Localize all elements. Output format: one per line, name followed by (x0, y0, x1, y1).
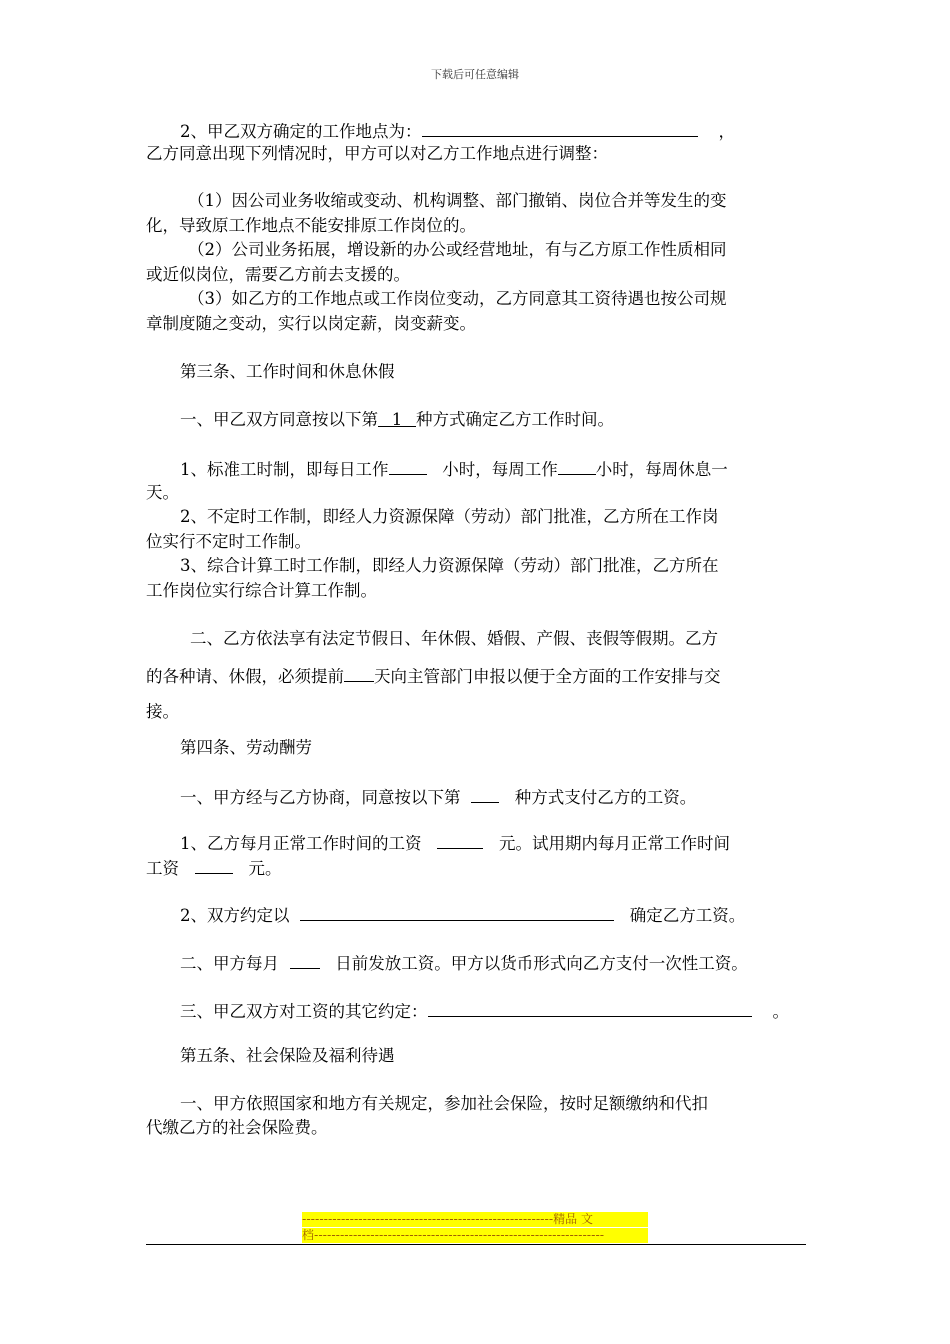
section-heading: 第三条、工作时间和休息休假 (180, 362, 395, 381)
blank-field[interactable] (389, 458, 427, 475)
paragraph-line: 化，导致原工作地点不能安排原工作岗位的。 (146, 216, 476, 235)
paragraph-line: （2）公司业务拓展，增设新的办公或经营地址，有与乙方原工作性质相同 (188, 240, 727, 259)
section-heading: 第四条、劳动酬劳 (180, 738, 312, 757)
paragraph-line: 或近似岗位，需要乙方前去支援的。 (146, 265, 410, 284)
blank-field[interactable] (428, 1000, 752, 1017)
paragraph-line: 工资 元。 (146, 859, 282, 878)
paragraph-line: （1）因公司业务收缩或变动、机构调整、部门撤销、岗位合并等发生的变 (188, 191, 727, 210)
paragraph-line: 接。 (146, 702, 179, 721)
blank-field[interactable] (195, 857, 233, 874)
footer-watermark-line: ----------------------------------------------------------精品 文 (302, 1212, 648, 1227)
paragraph-line: 一、甲方经与乙方协商，同意按以下第 种方式支付乙方的工资。 (180, 788, 697, 807)
blank-field[interactable] (471, 786, 499, 803)
paragraph-line: 工作岗位实行综合计算工作制。 (146, 581, 377, 600)
paragraph-line: 1、乙方每月正常工作时间的工资 元。试用期内每月正常工作时间 (180, 834, 730, 853)
footer-divider (146, 1244, 806, 1245)
paragraph-line: （3）如乙方的工作地点或工作岗位变动，乙方同意其工资待遇也按公司规 (188, 289, 727, 308)
blank-field[interactable] (344, 665, 374, 682)
paragraph-line: 2、双方约定以 确定乙方工资。 (180, 906, 746, 925)
paragraph-line: 2、不定时工作制，即经人力资源保障（劳动）部门批准，乙方所在工作岗 (180, 507, 719, 526)
paragraph-line: 的各种请、休假，必须提前 天向主管部门申报以便于全方面的工作安排与交 (146, 667, 721, 686)
paragraph-line: 三、甲乙双方对工资的其它约定： 。 (180, 1002, 789, 1021)
blank-field[interactable] (300, 904, 614, 921)
blank-field[interactable]: 1 (378, 410, 416, 427)
footer-watermark-line: 档------------------------------------------------------------------- (302, 1228, 648, 1243)
blank-field[interactable] (290, 952, 320, 969)
blank-field[interactable] (437, 832, 483, 849)
paragraph-line: 乙方同意出现下列情况时，甲方可以对乙方工作地点进行调整： (146, 144, 608, 163)
paragraph-line: 一、甲方依照国家和地方有关规定，参加社会保险，按时足额缴纳和代扣 (180, 1094, 708, 1113)
paragraph-line: 代缴乙方的社会保险费。 (146, 1118, 328, 1137)
blank-field[interactable] (422, 120, 698, 137)
blank-field[interactable] (558, 458, 596, 475)
page-header: 下载后可任意编辑 (431, 68, 519, 81)
paragraph-line: 一、甲乙双方同意按以下第 1 种方式确定乙方工作时间。 (180, 410, 614, 429)
paragraph-line: 二、甲方每月 日前发放工资。甲方以货币形式向乙方支付一次性工资。 (180, 954, 748, 973)
section-heading: 第五条、社会保险及福利待遇 (180, 1046, 395, 1065)
paragraph-line: 1、标准工时制，即每日工作 小时，每周工作 小时，每周休息一 (180, 460, 728, 479)
paragraph-line: 章制度随之变动，实行以岗定薪，岗变薪变。 (146, 314, 476, 333)
paragraph-line: 位实行不定时工作制。 (146, 532, 311, 551)
paragraph-line: 2、甲乙双方确定的工作地点为： ， (180, 122, 735, 141)
paragraph-line: 二、乙方依法享有法定节假日、年休假、婚假、产假、丧假等假期。乙方 (190, 629, 718, 648)
paragraph-line: 天。 (146, 483, 179, 502)
paragraph-line: 3、综合计算工时工作制，即经人力资源保障（劳动）部门批准，乙方所在 (180, 556, 719, 575)
